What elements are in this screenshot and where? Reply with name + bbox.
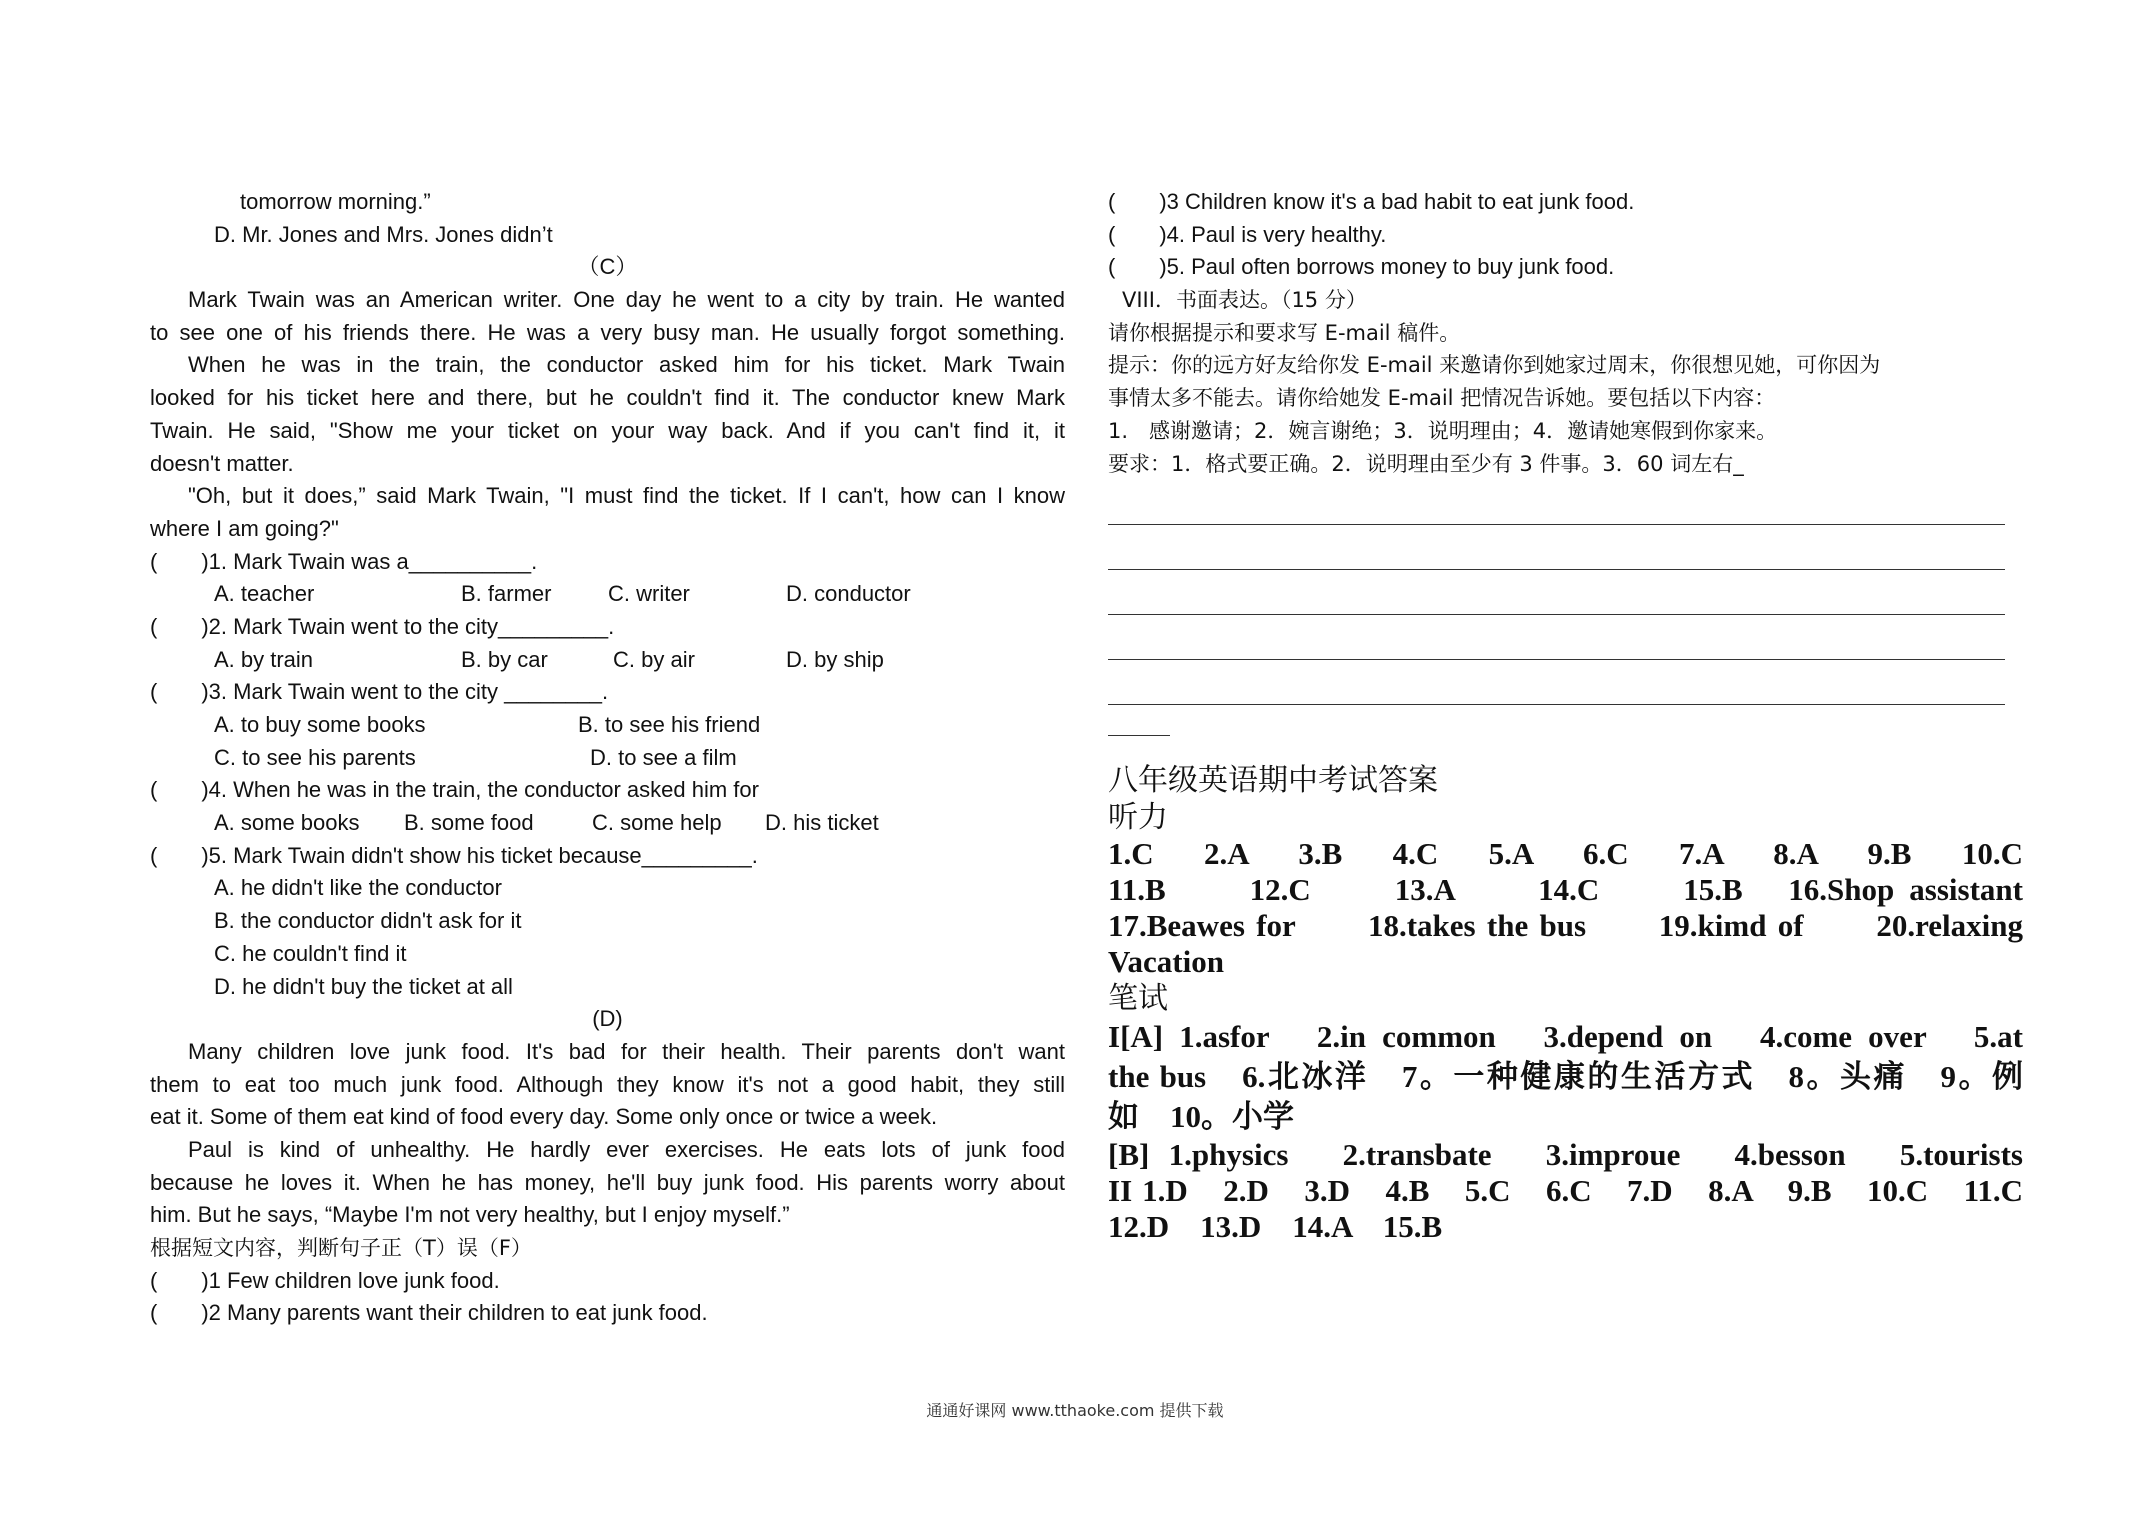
- writing-prompt: 1. 感谢邀请；2．婉言谢绝；3．说明理由；4．邀请她寒假到你家来。: [1108, 418, 1778, 443]
- option-d: D. conductor: [786, 581, 911, 607]
- question-3: ( )3. Mark Twain went to the city ________.: [150, 679, 609, 705]
- passage-c-title: （C）: [577, 254, 638, 280]
- writing-line[interactable]: [1108, 660, 2005, 705]
- option-a: A. teacher: [214, 581, 315, 607]
- option-b: B. farmer: [461, 581, 552, 607]
- passage-c-line: "Oh, but it does,” said Mark Twain, "I must find the ticket. If I can't, how can I know: [188, 483, 1065, 509]
- writing-line[interactable]: [1108, 525, 2005, 570]
- option-c: C. writer: [608, 581, 690, 607]
- answer-line: I[A] 1.asfor 2.in common 3.depend on 4.come over 5.at: [1108, 1019, 2023, 1055]
- passage-c-line: Mark Twain was an American writer. One day he went to a city by train. He wanted: [188, 287, 1065, 313]
- answer-line: 11.B 12.C 13.A 14.C 15.B 16.Shop assistant: [1108, 872, 2023, 908]
- passage-d-line: him. But he says, “Maybe I'm not very healthy, but I enjoy myself.”: [150, 1202, 790, 1228]
- true-false-item-3: ( )3 Children know it's a bad habit to eat junk food.: [1108, 189, 1635, 214]
- answer-key-title: 八年级英语期中考试答案: [1108, 763, 1438, 799]
- option-b: B. some food: [404, 810, 534, 836]
- writing-instruction: 请你根据提示和要求写 E-mail 稿件。: [1108, 320, 1461, 345]
- left-column: [150, 186, 1065, 1330]
- writing-line-short[interactable]: [1108, 711, 1170, 736]
- writing-requirements: 要求：1．格式要正确。2．说明理由至少有 3 件事。3．60 词左右_: [1108, 451, 1744, 476]
- passage-d-title: (D): [592, 1006, 623, 1032]
- true-false-item-2: ( )2 Many parents want their children to eat junk food.: [150, 1300, 708, 1326]
- question-1-options: [150, 578, 1065, 611]
- option-d: D. to see a film: [590, 744, 737, 770]
- answer-line: [B] 1.physics 2.transbate 3.improue 4.besson 5.tourists: [1108, 1137, 2023, 1173]
- true-false-item-5: ( )5. Paul often borrows money to buy junk food.: [1108, 254, 1615, 280]
- writing-prompt: 事情太多不能去。请你给她发 E-mail 把情况告诉她。要包括以下内容：: [1108, 386, 1776, 411]
- option-a: A. by train: [214, 646, 314, 672]
- option-c: C. to see his parents: [214, 744, 416, 770]
- true-false-item-1: ( )1 Few children love junk food.: [150, 1267, 500, 1293]
- passage-d-line: eat it. Some of them eat kind of food every day. Some only once or twice a week.: [150, 1104, 938, 1130]
- passage-d-line: Many children love junk food. It's bad for their health. Their parents don't want: [188, 1038, 1065, 1064]
- passage-d-line: Paul is kind of unhealthy. He hardly ever exercises. He eats lots of junk food: [188, 1136, 1065, 1162]
- question-1: ( )1. Mark Twain was a__________.: [150, 548, 538, 574]
- written-heading: 笔试: [1108, 981, 1168, 1017]
- passage-b-continued-1: tomorrow morning.”: [240, 189, 431, 214]
- passage-c-line: doesn't matter.: [150, 450, 294, 476]
- writing-prompt: 提示：你的远方好友给你发 E-mail 来邀请你到她家过周末，你很想见她，可你因为: [1108, 353, 1881, 378]
- true-false-instructions: 根据短文内容，判断句子正（T）误（F）: [150, 1236, 532, 1260]
- answer-line: Vacation: [1108, 944, 1224, 980]
- right-column: [1108, 186, 2023, 1245]
- question-4: ( )4. When he was in the train, the conductor asked him for: [150, 777, 759, 803]
- question-2: ( )2. Mark Twain went to the city_________.: [150, 613, 615, 639]
- option-a: A. to buy some books: [214, 712, 426, 737]
- answer-line: II 1.D 2.D 3.D 4.B 5.C 6.C 7.D 8.A 9.B 10.C 11.C: [1108, 1173, 2023, 1209]
- true-false-item-4: ( )4. Paul is very healthy.: [1108, 221, 1387, 247]
- question-3-options-2: [150, 742, 1065, 775]
- writing-line[interactable]: [1108, 570, 2005, 615]
- option-a: A. he didn't like the conductor: [214, 875, 502, 901]
- answer-line: 如 10。小学: [1108, 1099, 1294, 1135]
- passage-d-line: them to eat too much junk food. Although they know it's not a good habit, they still: [150, 1071, 1065, 1097]
- footer-credit: 通通好课网 www.tthaoke.com 提供下载: [926, 1401, 1224, 1420]
- option-b: B. the conductor didn't ask for it: [214, 908, 522, 934]
- question-4-options: [150, 807, 1065, 840]
- question-2-options: [150, 644, 1065, 677]
- passage-c-line: looked for his ticket here and there, but he couldn't find it. The conductor knew Mark: [150, 385, 1065, 411]
- passage-c-line: When he was in the train, the conductor asked him for his ticket. Mark Twain: [188, 352, 1065, 378]
- answer-line: 1.C 2.A 3.B 4.C 5.A 6.C 7.A 8.A 9.B 10.C: [1108, 836, 2023, 872]
- passage-d-line: because he loves it. When he has money, he'll buy junk food. His parents worry about: [150, 1169, 1065, 1195]
- option-c: C. some help: [592, 810, 722, 836]
- writing-section-title: VIII．书面表达。（15 分）: [1122, 288, 1367, 313]
- option-d: D. by ship: [786, 646, 884, 672]
- option-b: B. by car: [461, 646, 548, 672]
- passage-c-line: to see one of his friends there. He was a very busy man. He usually forgot something.: [150, 319, 1065, 345]
- listening-heading: 听力: [1108, 800, 1168, 836]
- option-d: D. he didn't buy the ticket at all: [214, 973, 513, 999]
- option-c: C. by air: [613, 646, 695, 672]
- passage-c-line: Twain. He said, "Show me your ticket on your way back. And if you can't find it, it: [150, 417, 1065, 443]
- writing-line[interactable]: [1108, 480, 2005, 525]
- answer-line: 17.Beawes for 18.takes the bus 19.kimd of 20.relaxing: [1108, 908, 2023, 944]
- question-5: ( )5. Mark Twain didn't show his ticket because_________.: [150, 842, 758, 868]
- option-a: A. some books: [214, 810, 360, 836]
- answer-line: the bus 6.北冰洋 7。一种健康的生活方式 8。头痛 9。例: [1108, 1059, 2023, 1095]
- passage-b-continued-2: D. Mr. Jones and Mrs. Jones didn’t: [214, 221, 553, 247]
- answer-line: 12.D 13.D 14.A 15.B: [1108, 1209, 1443, 1245]
- writing-line[interactable]: [1108, 615, 2005, 660]
- passage-c-line: where I am going?": [150, 515, 339, 541]
- option-c: C. he couldn't find it: [214, 940, 407, 966]
- option-b: B. to see his friend: [578, 712, 761, 737]
- option-d: D. his ticket: [765, 810, 879, 836]
- question-3-options: [150, 709, 1065, 742]
